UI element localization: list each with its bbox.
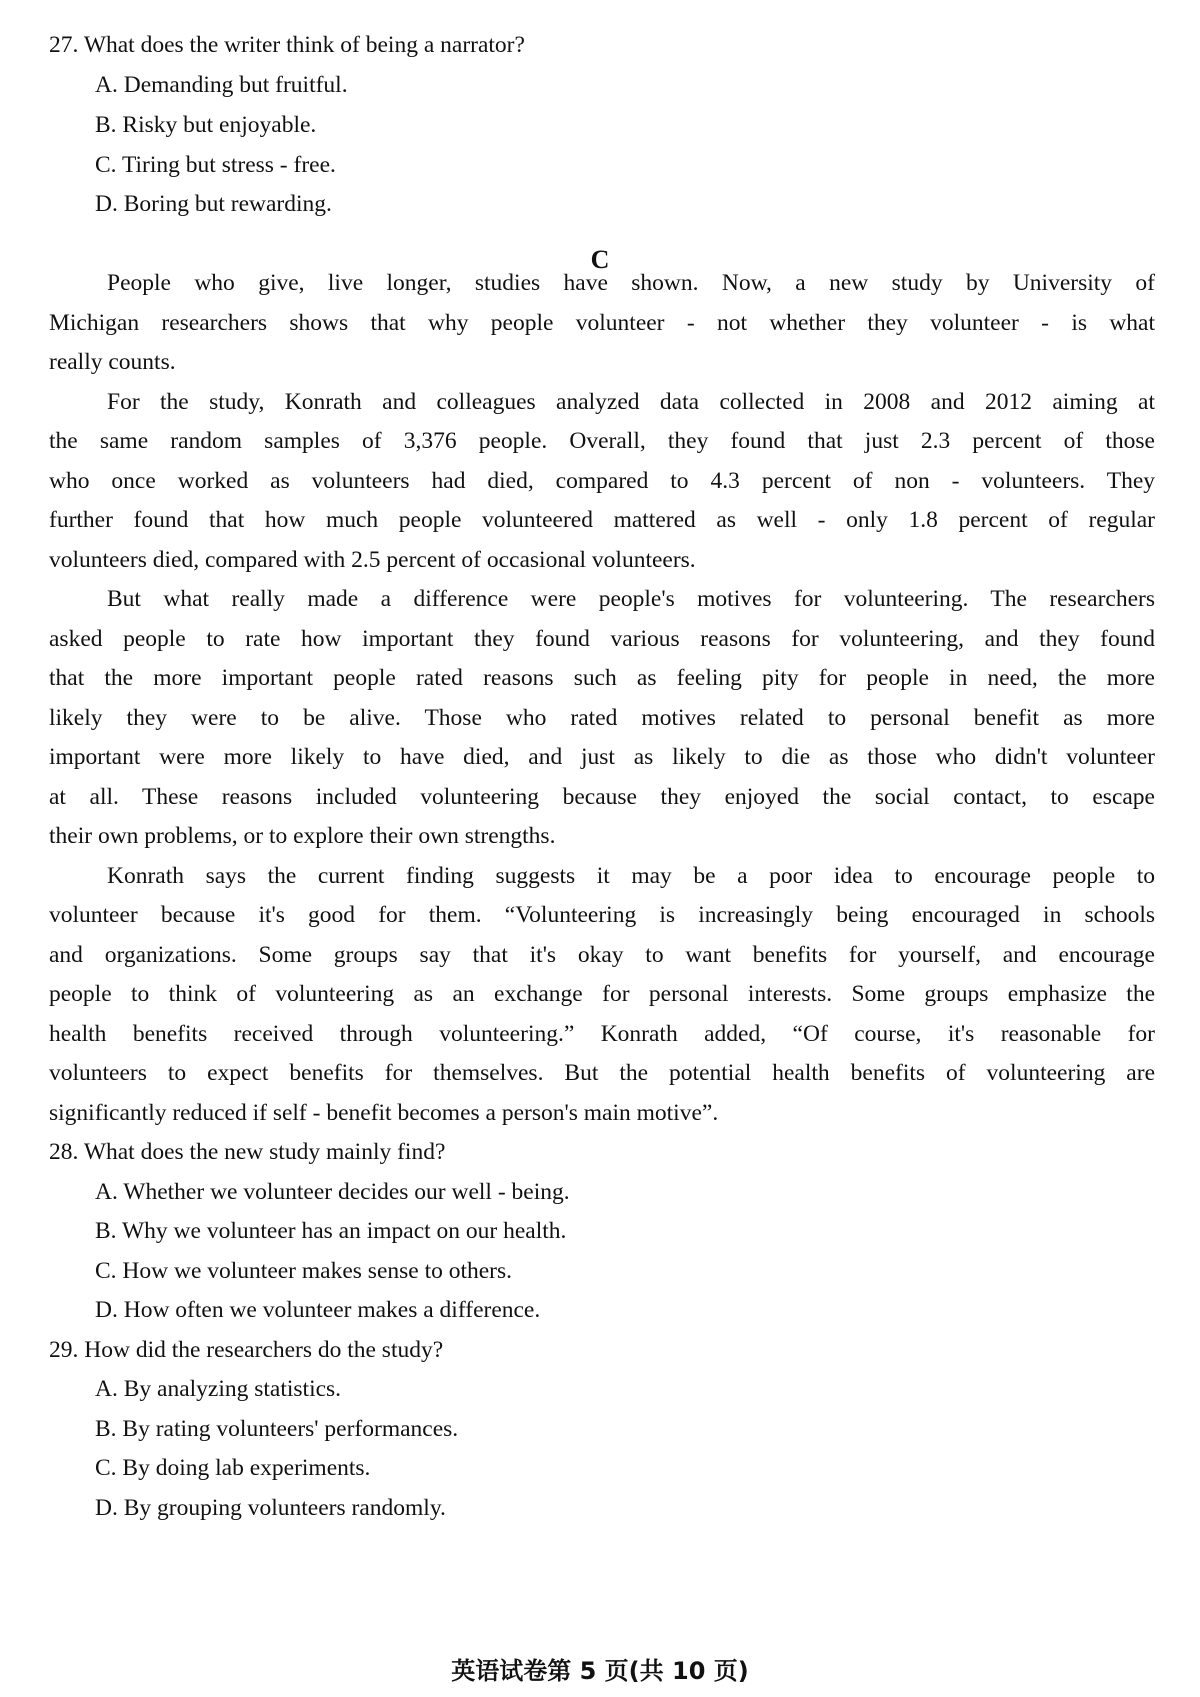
passage-line: asked people to rate how important they found various reasons for volunteering, and they found — [49, 626, 1155, 652]
passage-line: significantly reduced if self - benefit becomes a person's main motive”. — [49, 1100, 719, 1126]
passage-line: Michigan researchers shows that why people volunteer - not whether they volunteer - is what — [49, 310, 1155, 336]
question-27-option-c: C. Tiring but stress - free. — [95, 152, 336, 178]
passage-line: who once worked as volunteers had died, compared to 4.3 percent of non - volunteers. They — [49, 468, 1155, 494]
passage-line: and organizations. Some groups say that it's okay to want benefits for yourself, and encourage — [49, 942, 1155, 968]
passage-line: volunteer because it's good for them. “Volunteering is increasingly being encouraged in schools — [49, 902, 1155, 928]
question-27-stem: 27. What does the writer think of being a narrator? — [49, 32, 525, 58]
passage-line: volunteers died, compared with 2.5 percent of occasional volunteers. — [49, 547, 696, 573]
question-27-option-b: B. Risky but enjoyable. — [95, 112, 317, 138]
passage-line: that the more important people rated reasons such as feeling pity for people in need, the more — [49, 665, 1155, 691]
passage-line: at all. These reasons included volunteering because they enjoyed the social contact, to escape — [49, 784, 1155, 810]
question-27-option-a: A. Demanding but fruitful. — [95, 72, 348, 98]
passage-line: their own problems, or to explore their own strengths. — [49, 823, 556, 849]
question-28-option-a: A. Whether we volunteer decides our well - being. — [95, 1179, 570, 1205]
section-heading: C — [590, 245, 610, 274]
passage-line: health benefits received through volunteering.” Konrath added, “Of course, it's reasonable for — [49, 1021, 1155, 1047]
question-29-option-c: C. By doing lab experiments. — [95, 1455, 371, 1481]
question-28-stem: 28. What does the new study mainly find? — [49, 1139, 446, 1165]
question-29-option-d: D. By grouping volunteers randomly. — [95, 1495, 446, 1521]
question-28-option-d: D. How often we volunteer makes a difference. — [95, 1297, 541, 1323]
question-29-stem: 29. How did the researchers do the study? — [49, 1337, 444, 1363]
passage-line: people to think of volunteering as an exchange for personal interests. Some groups emphasize the — [49, 981, 1155, 1007]
passage-line: For the study, Konrath and colleagues analyzed data collected in 2008 and 2012 aiming at — [107, 389, 1155, 415]
passage-line: volunteers to expect benefits for themselves. But the potential health benefits of volunteering are — [49, 1060, 1155, 1086]
passage-line: Konrath says the current finding suggests it may be a poor idea to encourage people to — [107, 863, 1155, 889]
question-28-option-c: C. How we volunteer makes sense to others. — [95, 1258, 513, 1284]
passage-line: really counts. — [49, 349, 176, 375]
question-29-option-b: B. By rating volunteers' performances. — [95, 1416, 459, 1442]
question-27-option-d: D. Boring but rewarding. — [95, 191, 332, 217]
question-29-option-a: A. By analyzing statistics. — [95, 1376, 342, 1402]
passage-line: important were more likely to have died, and just as likely to die as those who didn't volunteer — [49, 744, 1155, 770]
passage-line: People who give, live longer, studies have shown. Now, a new study by University of — [107, 270, 1155, 296]
page-footer: 英语试卷第 5 页(共 10 页) — [451, 1657, 749, 1685]
passage-line: the same random samples of 3,376 people. Overall, they found that just 2.3 percent of those — [49, 428, 1155, 454]
passage-line: But what really made a difference were people's motives for volunteering. The researchers — [107, 586, 1155, 612]
passage-line: further found that how much people volunteered mattered as well - only 1.8 percent of regular — [49, 507, 1155, 533]
passage-line: likely they were to be alive. Those who rated motives related to personal benefit as more — [49, 705, 1155, 731]
question-28-option-b: B. Why we volunteer has an impact on our health. — [95, 1218, 567, 1244]
